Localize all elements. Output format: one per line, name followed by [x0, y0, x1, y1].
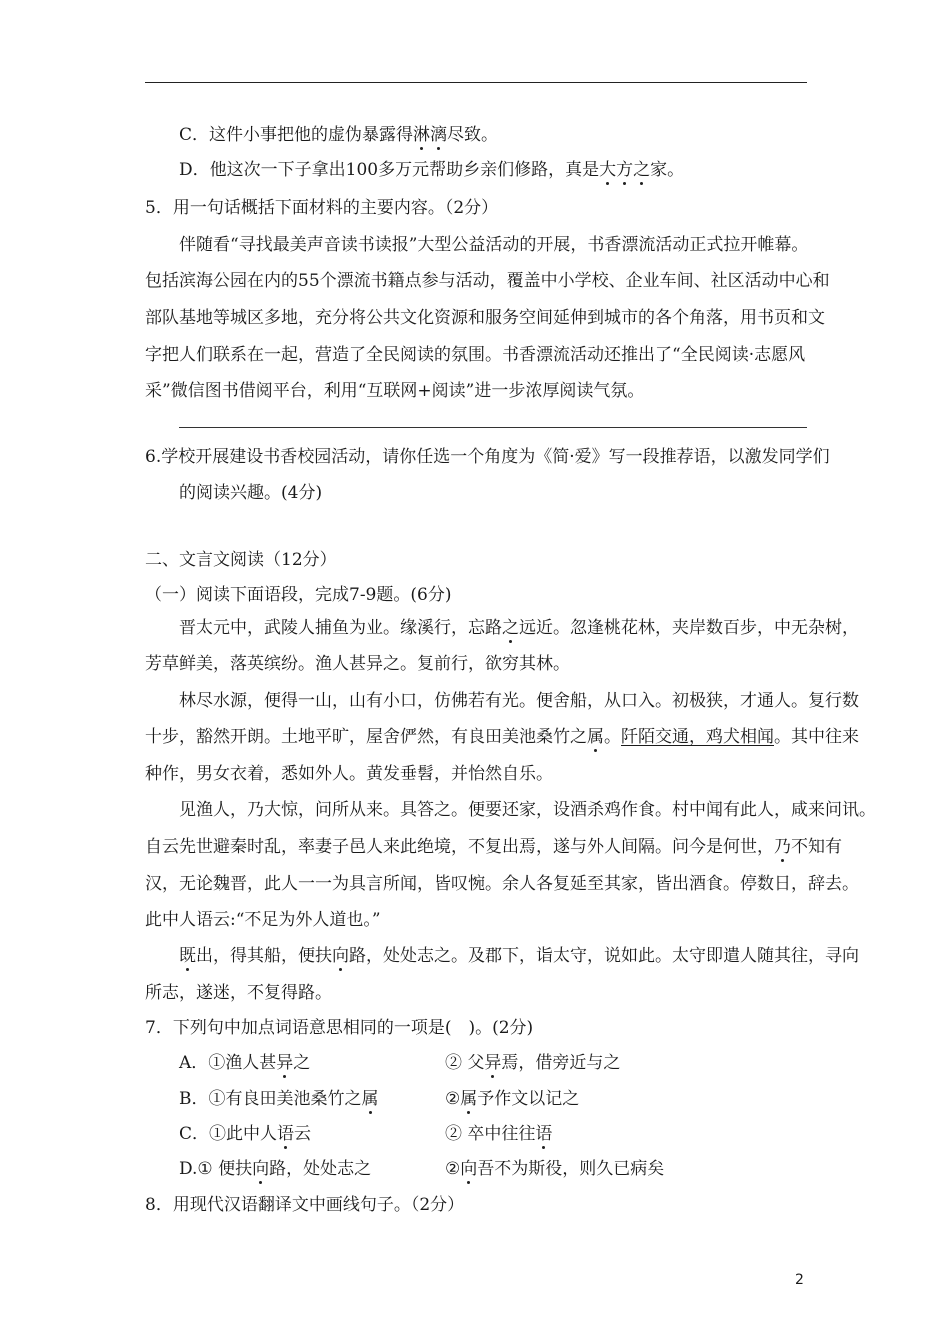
q5-title: 5．用一句话概括下面材料的主要内容。（2分） — [145, 198, 499, 218]
passage-text: 出，得其船，便扶 — [196, 946, 332, 966]
q7-option-b-2 — [445, 1087, 579, 1111]
q4-option-c-text: C．这件小事把他的虚伪暴露得 — [179, 125, 414, 145]
page-number: 2 — [795, 1272, 804, 1288]
passage-text: 远近。忽逢桃花林，夹岸数百步，中无杂树， — [519, 618, 859, 638]
q4-option-d-dotted — [599, 160, 650, 180]
q4-option-d — [179, 158, 684, 182]
q7-option-a-2 — [445, 1051, 620, 1075]
header-rule — [145, 82, 807, 83]
q8-title: 8．用现代汉语翻译文中画线句子。（2分） — [145, 1195, 465, 1215]
emphasis-dot-char: 既 — [179, 946, 196, 966]
passage-line — [179, 944, 859, 968]
passage-line: 所志，遂迷，不复得路。 — [145, 983, 332, 1003]
passage-line: 种作，男女衣着，悉如外人。黄发垂髫，并怡然自乐。 — [145, 764, 553, 784]
opt-text: C．①此中人 — [179, 1124, 278, 1144]
underlined-sentence: 阡陌交通，鸡犬相闻 — [621, 727, 774, 747]
opt-text: D.① 便扶 — [179, 1159, 253, 1179]
opt-text: 吾不为斯役，则久已病矣 — [477, 1159, 665, 1179]
q7-option-d[interactable] — [179, 1157, 371, 1181]
opt-text: B．①有良田美池桑竹之 — [179, 1089, 362, 1109]
passage-text: 。其中往来 — [774, 727, 859, 747]
q4-option-c — [179, 123, 498, 147]
dotted-word — [484, 1053, 501, 1073]
emphasis-dot-char: 异 — [276, 1053, 294, 1073]
dotted-word — [362, 1089, 379, 1109]
emphasis-dot-char: 大 — [599, 160, 617, 180]
opt-text: 云 — [294, 1124, 312, 1144]
q5-material-line: 部队基地等城区多地，充分将公共文化资源和服务空间延伸到城市的各个角落，用书页和文 — [145, 308, 825, 328]
passage-line: 见渔人，乃大惊，问所从来。具答之。便要还家，设酒杀鸡作食。村中闻有此人，咸来问讯。 — [179, 800, 876, 820]
opt-text: ② 卒中往往 — [445, 1124, 536, 1144]
q4-option-c-tail: 尽致。 — [447, 125, 499, 145]
q5-material-line: 字把人们联系在一起，营造了全民阅读的氛围。书香漂流活动还推出了“全民阅读·志愿风 — [145, 345, 806, 365]
passage-text: 。 — [604, 727, 621, 747]
dotted-word — [252, 1159, 269, 1179]
passage-line — [179, 616, 859, 640]
emphasis-dot-char: 属 — [460, 1089, 478, 1109]
q5-answer-line[interactable] — [179, 427, 807, 428]
emphasis-dot-char: 向 — [332, 946, 349, 966]
dotted-word — [587, 727, 604, 747]
q6-prompt-line2: 的阅读兴趣。(4分) — [179, 483, 323, 503]
q6-prompt-line1: 6.学校开展建设书香校园活动，请你任选一个角度为《简·爱》写一段推荐语，以激发同学们 — [145, 447, 830, 467]
dotted-word — [502, 618, 519, 638]
passage-line — [145, 835, 842, 859]
emphasis-dot-char: 乃 — [774, 837, 791, 857]
emphasis-dot-char: 之 — [633, 160, 651, 180]
q7-option-d-2 — [445, 1157, 664, 1181]
opt-text: A．①渔人甚 — [179, 1053, 277, 1073]
dotted-word — [535, 1124, 552, 1144]
q4-option-d-tail: 家。 — [650, 160, 685, 180]
section2-title: 二、文言文阅读（12分） — [145, 550, 337, 570]
passage-text: 自云先世避秦时乱，率妻子邑人来此绝境，不复出焉，遂与外人间隔。问今是何世， — [145, 837, 774, 857]
emphasis-dot-char: 异 — [484, 1053, 502, 1073]
passage-line: 芳草鲜美，落英缤纷。渔人甚异之。复前行，欲穷其林。 — [145, 654, 570, 674]
emphasis-dot-char: 属 — [361, 1089, 379, 1109]
dotted-word — [277, 1124, 294, 1144]
passage-text: 不知有 — [791, 837, 842, 857]
q7-option-a[interactable] — [179, 1051, 310, 1075]
q7-option-b[interactable] — [179, 1087, 379, 1111]
emphasis-dot-char: 向 — [460, 1159, 478, 1179]
emphasis-dot-char: 向 — [252, 1159, 270, 1179]
dotted-word — [460, 1159, 477, 1179]
q4-option-c-dotted — [413, 125, 447, 145]
opt-text: ② 父 — [445, 1053, 485, 1073]
opt-text: 予作文以记之 — [477, 1089, 580, 1109]
emphasis-dot-char: 方 — [616, 160, 634, 180]
dotted-word — [774, 837, 791, 857]
passage-text: 十步，豁然开朗。土地平旷，屋舍俨然，有良田美池桑竹之 — [145, 727, 587, 747]
passage-text: 晋太元中，武陵人捕鱼为业。缘溪行，忘路 — [179, 618, 502, 638]
opt-text: ② — [445, 1089, 461, 1109]
q4-option-d-text: D．他这次一下子拿出100多万元帮助乡亲们修路，真是 — [179, 160, 600, 180]
dotted-word — [179, 946, 196, 966]
q5-material-line: 包括滨海公园在内的55个漂流书籍点参与活动，覆盖中小学校、企业车间、社区活动中心和 — [145, 271, 830, 291]
passage-line: 此中人语云:“不足为外人道也。” — [145, 910, 381, 930]
passage-line — [145, 725, 859, 749]
passage-line: 林尽水源，便得一山，山有小口，仿佛若有光。便舍船，从口入。初极狭，才通人。复行数 — [179, 691, 859, 711]
dotted-word — [276, 1053, 293, 1073]
emphasis-dot-char: 属 — [587, 727, 604, 747]
q7-option-c[interactable] — [179, 1122, 311, 1146]
dotted-word — [460, 1089, 477, 1109]
emphasis-dot-char: 语 — [277, 1124, 295, 1144]
opt-text: 路，处处志之 — [269, 1159, 372, 1179]
q7-title: 7．下列句中加点词语意思相同的一项是( )。(2分) — [145, 1018, 534, 1038]
passage-text: 路，处处志之。及郡下，诣太守，说如此。太守即遣人随其往，寻向 — [349, 946, 859, 966]
passage-line: 汉，无论魏晋，此人一一为具言所闻，皆叹惋。余人各复延至其家，皆出酒食。停数日，辞去。 — [145, 874, 859, 894]
emphasis-dot-char: 淋 — [413, 125, 431, 145]
opt-text: 之 — [293, 1053, 311, 1073]
emphasis-dot-char: 之 — [502, 618, 519, 638]
q5-material-line: 采”微信图书借阅平台，利用“互联网+阅读”进一步浓厚阅读气氛。 — [145, 381, 645, 401]
q5-material-line: 伴随看“寻找最美声音读书读报”大型公益活动的开展，书香漂流活动正式拉开帷幕。 — [179, 235, 809, 255]
dotted-word — [332, 946, 349, 966]
opt-text: 焉，借旁近与之 — [501, 1053, 621, 1073]
emphasis-dot-char: 漓 — [430, 125, 448, 145]
opt-text: ② — [445, 1159, 461, 1179]
section2-subtitle: （一）阅读下面语段，完成7-9题。(6分) — [145, 585, 452, 605]
q7-option-c-2 — [445, 1122, 552, 1146]
emphasis-dot-char: 语 — [535, 1124, 553, 1144]
